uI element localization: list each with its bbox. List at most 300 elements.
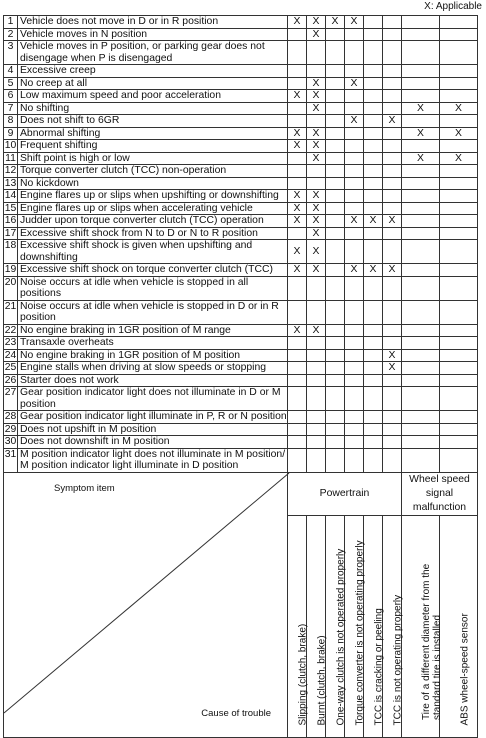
applicable-cell: X [288, 190, 307, 203]
applicable-cell [440, 140, 478, 153]
applicable-cell [383, 152, 402, 165]
group-powertrain: Powertrain [288, 472, 402, 515]
applicable-cell [364, 165, 383, 178]
table-row [4, 264, 478, 277]
symptom-text: Noise occurs at idle when vehicle is stopped in all positions [18, 276, 288, 300]
applicable-cell: X [402, 127, 440, 140]
applicable-cell [288, 448, 307, 472]
applicable-cell: X [383, 115, 402, 128]
matrix-table [3, 15, 478, 738]
row-number: 16 [4, 215, 17, 226]
applicable-cell [345, 448, 364, 472]
applicable-cell [440, 190, 478, 203]
applicable-cell [383, 65, 402, 78]
cause-label: ABS wheel-speed sensor [459, 612, 470, 725]
applicable-cell: X [307, 264, 326, 277]
applicable-cell [383, 436, 402, 449]
cause-column-header [440, 515, 478, 737]
applicable-cell [402, 41, 440, 65]
applicable-cell [402, 300, 440, 324]
applicable-cell [402, 240, 440, 264]
applicable-cell [326, 324, 345, 337]
applicable-cell [364, 190, 383, 203]
applicable-cell [345, 411, 364, 424]
applicable-cell: X [440, 102, 478, 115]
applicable-cell [402, 77, 440, 90]
applicable-cell [383, 90, 402, 103]
applicable-cell [364, 448, 383, 472]
applicable-cell [288, 349, 307, 362]
applicable-cell [345, 177, 364, 190]
applicable-cell [383, 240, 402, 264]
symptom-text: Shift point is high or low [18, 152, 288, 165]
table-row [4, 324, 478, 337]
applicable-cell [383, 300, 402, 324]
applicable-cell [402, 264, 440, 277]
applicable-cell [402, 448, 440, 472]
table-row [4, 387, 478, 411]
applicable-cell [345, 140, 364, 153]
applicable-cell [383, 41, 402, 65]
row-number: 19 [4, 264, 17, 275]
diagonal-header [4, 472, 288, 737]
applicable-cell [440, 436, 478, 449]
applicable-cell [402, 436, 440, 449]
applicable-cell [326, 90, 345, 103]
applicable-cell [326, 276, 345, 300]
applicable-cell [364, 436, 383, 449]
table-row [4, 190, 478, 203]
applicable-cell: X [402, 152, 440, 165]
applicable-cell [345, 190, 364, 203]
symptom-text: Frequent shifting [18, 140, 288, 153]
cause-column-header [326, 515, 345, 737]
cause-column-header [345, 515, 364, 737]
applicable-cell [364, 349, 383, 362]
row-number: 20 [4, 276, 18, 300]
applicable-cell: X [288, 127, 307, 140]
applicable-cell [326, 300, 345, 324]
applicable-cell: X [307, 28, 326, 41]
row-number: 26 [4, 374, 17, 386]
applicable-cell [288, 177, 307, 190]
applicable-cell [364, 127, 383, 140]
applicable-cell [307, 300, 326, 324]
applicable-cell [440, 165, 478, 178]
applicable-cell [383, 16, 402, 29]
applicable-cell [326, 215, 345, 228]
cause-column-header [402, 515, 443, 737]
symptom-text: Does not shift to 6GR [18, 115, 288, 128]
applicable-cell [364, 240, 383, 264]
applicable-cell [402, 16, 440, 29]
symptom-header: Symptom item [54, 482, 115, 494]
applicable-cell: X [288, 140, 307, 153]
symptom-text: Excessive shift shock on torque converter clutch (TCC) [18, 264, 288, 277]
applicable-cell [383, 127, 402, 140]
applicable-cell [288, 165, 307, 178]
applicable-cell [345, 436, 364, 449]
table-row [4, 41, 478, 65]
symptom-text: No creep at all [18, 77, 288, 90]
row-number: 13 [4, 177, 17, 189]
cause-label: TCC is cracking or peeling [373, 607, 385, 725]
applicable-cell: X [307, 215, 326, 228]
table-row [4, 165, 478, 178]
cause-column-header [383, 515, 402, 737]
applicable-cell [364, 202, 383, 215]
applicable-cell [364, 140, 383, 153]
applicable-cell: X [307, 202, 326, 215]
applicable-cell [307, 436, 326, 449]
applicable-cell [364, 227, 383, 240]
table-row [4, 337, 478, 350]
applicable-cell [364, 362, 383, 375]
symptom-text: Does not upshift in M position [18, 423, 288, 436]
applicable-cell [326, 227, 345, 240]
applicable-cell: X [307, 240, 326, 264]
applicable-cell [440, 423, 478, 436]
applicable-cell [364, 337, 383, 350]
table-row [4, 140, 478, 153]
applicable-cell [364, 16, 383, 29]
table-row [4, 102, 478, 115]
table-row [4, 115, 478, 128]
table-row [4, 215, 478, 228]
symptom-text: Abnormal shifting [18, 127, 288, 140]
applicable-cell [288, 362, 307, 375]
cause-column-header [307, 515, 326, 737]
applicable-cell [402, 202, 440, 215]
applicable-cell [440, 264, 478, 277]
applicable-cell [402, 215, 440, 228]
applicable-cell: X [288, 90, 307, 103]
applicable-cell [402, 90, 440, 103]
symptom-text: M position indicator light does not illuminate in M position/ M position indicator light illuminate in D position [18, 448, 288, 472]
applicable-cell [383, 448, 402, 472]
applicable-cell [364, 411, 383, 424]
applicable-cell [402, 324, 440, 337]
symptom-text: Noise occurs at idle when vehicle is stopped in D or in R position [18, 300, 288, 324]
applicable-cell [402, 165, 440, 178]
applicable-cell [364, 374, 383, 387]
cause-column-header [364, 515, 383, 737]
symptom-text: Gear position indicator light does not illuminate in D or M position [18, 387, 288, 411]
row-number: 7 [4, 102, 18, 115]
row-number: 4 [4, 65, 18, 78]
row-number: 10 [4, 140, 17, 151]
table-row [4, 77, 478, 90]
applicable-cell [402, 411, 440, 424]
applicable-cell: X [307, 127, 326, 140]
applicable-cell [345, 374, 364, 387]
applicable-cell [326, 127, 345, 140]
applicable-cell [288, 152, 307, 165]
applicable-cell [383, 276, 402, 300]
applicable-cell [383, 374, 402, 387]
applicable-cell [440, 387, 478, 411]
symptom-text: No shifting [18, 102, 288, 115]
applicable-cell: X [307, 190, 326, 203]
applicable-cell [440, 411, 478, 424]
applicable-cell [364, 177, 383, 190]
applicable-cell [326, 349, 345, 362]
table-row [4, 240, 478, 264]
applicable-cell: X [402, 102, 440, 115]
symptom-text: No engine braking in 1GR position of M range [18, 324, 288, 337]
applicable-cell [383, 387, 402, 411]
applicable-cell [440, 41, 478, 65]
applicable-cell [383, 77, 402, 90]
applicable-cell [288, 115, 307, 128]
applicable-cell [440, 349, 478, 362]
symptom-text: Excessive shift shock is given when upshifting and downshifting [18, 240, 288, 264]
applicable-cell [383, 165, 402, 178]
symptom-text: Low maximum speed and poor acceleration [18, 90, 288, 103]
applicable-cell [383, 102, 402, 115]
applicable-cell [402, 227, 440, 240]
applicable-cell [307, 349, 326, 362]
row-number: 28 [4, 411, 17, 422]
applicable-cell [402, 190, 440, 203]
applicable-cell [345, 387, 364, 411]
applicable-cell: X [383, 362, 402, 375]
cause-label: Slipping (clutch, brake) [297, 623, 309, 725]
applicable-cell: X [288, 215, 307, 228]
applicable-cell: X [307, 16, 326, 29]
applicable-cell [345, 165, 364, 178]
applicable-cell [307, 65, 326, 78]
applicable-cell: X [345, 77, 364, 90]
applicable-cell [307, 411, 326, 424]
applicable-cell [288, 411, 307, 424]
applicable-cell [364, 41, 383, 65]
applicable-cell [364, 423, 383, 436]
row-number: 27 [4, 387, 18, 411]
symptom-text: Engine stalls when driving at slow speeds or stopping [18, 362, 288, 375]
cause-header: Cause of trouble [201, 708, 271, 719]
table-row [4, 276, 478, 300]
table-row [4, 28, 478, 41]
table-row [4, 448, 478, 472]
applicable-cell [402, 140, 440, 153]
applicable-cell [345, 65, 364, 78]
applicable-cell [326, 77, 345, 90]
applicable-cell [345, 127, 364, 140]
applicable-cell [307, 423, 326, 436]
applicable-cell [326, 436, 345, 449]
applicable-cell: X [307, 77, 326, 90]
row-number: 21 [4, 300, 18, 324]
applicable-cell [440, 337, 478, 350]
applicable-cell [307, 337, 326, 350]
applicable-cell [402, 115, 440, 128]
applicable-cell [345, 423, 364, 436]
cause-label: Torque converter is not operating properly [354, 539, 366, 725]
applicable-cell [383, 324, 402, 337]
applicable-cell [345, 227, 364, 240]
applicable-cell: X [345, 115, 364, 128]
symptom-text: Engine flares up or slips when upshifting or downshifting [18, 190, 288, 203]
applicable-cell [440, 215, 478, 228]
applicable-cell: X [345, 264, 364, 277]
applicable-cell: X [288, 240, 307, 264]
applicable-cell [307, 387, 326, 411]
applicable-cell [440, 300, 478, 324]
table-row [4, 300, 478, 324]
applicable-cell [326, 177, 345, 190]
applicable-cell [440, 90, 478, 103]
applicable-cell [288, 337, 307, 350]
table-row [4, 65, 478, 78]
applicable-cell [345, 240, 364, 264]
applicable-cell [326, 423, 345, 436]
row-number: 22 [4, 324, 17, 336]
symptom-text: Gear position indicator light illuminate in P, R or N position [18, 411, 288, 424]
applicable-cell [402, 276, 440, 300]
table-row [4, 374, 478, 387]
applicable-cell [288, 276, 307, 300]
applicable-cell [402, 337, 440, 350]
applicable-cell: X [383, 264, 402, 277]
applicable-cell: X [307, 90, 326, 103]
applicable-cell [307, 374, 326, 387]
row-number: 15 [4, 202, 17, 214]
applicable-cell: X [288, 16, 307, 29]
applicable-cell [345, 349, 364, 362]
diagonal-line [4, 473, 289, 713]
table-row [4, 152, 478, 165]
applicable-cell [345, 152, 364, 165]
symptom-text: Excessive shift shock from N to D or N to R position [18, 227, 288, 240]
symptom-text: Engine flares up or slips when accelerating vehicle [18, 202, 288, 215]
applicable-cell [402, 374, 440, 387]
applicable-cell [345, 362, 364, 375]
applicable-cell [345, 300, 364, 324]
cause-label: TCC is not operating properly [392, 594, 404, 725]
symptom-text: No engine braking in 1GR position of M position [18, 349, 288, 362]
applicable-cell [345, 102, 364, 115]
applicable-cell: X [307, 152, 326, 165]
table-row [4, 127, 478, 140]
applicable-cell [326, 65, 345, 78]
symptom-text: Vehicle moves in P position, or parking gear does not disengage when P is disengaged [18, 41, 288, 65]
table-row [4, 362, 478, 375]
group-wheel-speed: Wheel speed signal malfunction [402, 472, 478, 515]
row-number: 25 [4, 362, 17, 373]
applicable-cell [440, 324, 478, 337]
table-row [4, 90, 478, 103]
applicable-cell [440, 65, 478, 78]
row-number: 1 [4, 16, 18, 29]
applicable-cell [402, 28, 440, 41]
applicable-cell [364, 387, 383, 411]
applicable-cell [440, 227, 478, 240]
applicable-cell [307, 41, 326, 65]
applicable-cell [440, 177, 478, 190]
applicable-cell [326, 264, 345, 277]
applicable-cell [440, 115, 478, 128]
row-number: 31 [4, 448, 18, 472]
applicable-cell [364, 90, 383, 103]
applicable-cell [326, 240, 345, 264]
applicable-cell: X [307, 102, 326, 115]
applicable-cell [326, 448, 345, 472]
applicable-cell [402, 349, 440, 362]
applicable-cell [383, 177, 402, 190]
applicable-cell: X [345, 16, 364, 29]
applicable-cell [440, 362, 478, 375]
applicable-cell [440, 374, 478, 387]
applicable-cell [345, 28, 364, 41]
applicable-cell [440, 16, 478, 29]
applicable-cell [326, 102, 345, 115]
applicable-cell [364, 115, 383, 128]
cause-label: Burnt (clutch, brake) [316, 634, 328, 725]
row-number: 3 [4, 41, 18, 65]
applicable-cell: X [288, 324, 307, 337]
applicable-cell [402, 65, 440, 78]
applicable-cell [402, 423, 440, 436]
symptom-text: Starter does not work [18, 374, 288, 387]
table-row [4, 423, 478, 436]
table-row [4, 202, 478, 215]
row-number: 24 [4, 349, 17, 361]
applicable-cell [383, 227, 402, 240]
applicable-cell [307, 362, 326, 375]
applicable-cell [326, 202, 345, 215]
applicable-cell [383, 423, 402, 436]
applicable-cell [383, 190, 402, 203]
applicable-cell [326, 165, 345, 178]
applicable-cell [345, 41, 364, 65]
applicable-cell: X [364, 215, 383, 228]
applicable-cell [288, 436, 307, 449]
applicable-cell: X [307, 140, 326, 153]
applicable-cell: X [326, 16, 345, 29]
applicable-cell [440, 240, 478, 264]
applicable-cell [383, 202, 402, 215]
applicable-cell: X [288, 202, 307, 215]
applicable-cell [402, 387, 440, 411]
row-number: 9 [4, 127, 18, 140]
row-number: 29 [4, 423, 17, 435]
applicable-cell [345, 90, 364, 103]
row-number: 5 [4, 77, 18, 90]
applicable-cell [345, 202, 364, 215]
table-row [4, 436, 478, 449]
applicable-cell [440, 448, 478, 472]
applicable-cell [288, 387, 307, 411]
applicable-cell [288, 102, 307, 115]
symptom-text: No kickdown [18, 177, 288, 190]
applicable-cell [345, 324, 364, 337]
applicable-cell: X [345, 215, 364, 228]
table-row [4, 227, 478, 240]
symptom-text: Vehicle moves in N position [18, 28, 288, 41]
applicable-cell: X [307, 227, 326, 240]
symptom-text: Does not downshift in M position [18, 436, 288, 449]
applicable-cell [326, 115, 345, 128]
applicable-cell: X [383, 215, 402, 228]
applicable-cell [402, 362, 440, 375]
applicable-cell [383, 140, 402, 153]
applicable-cell [364, 77, 383, 90]
applicable-cell [440, 28, 478, 41]
applicable-legend: X: Applicable [424, 1, 482, 12]
applicable-cell [402, 177, 440, 190]
row-number: 11 [5, 152, 16, 164]
